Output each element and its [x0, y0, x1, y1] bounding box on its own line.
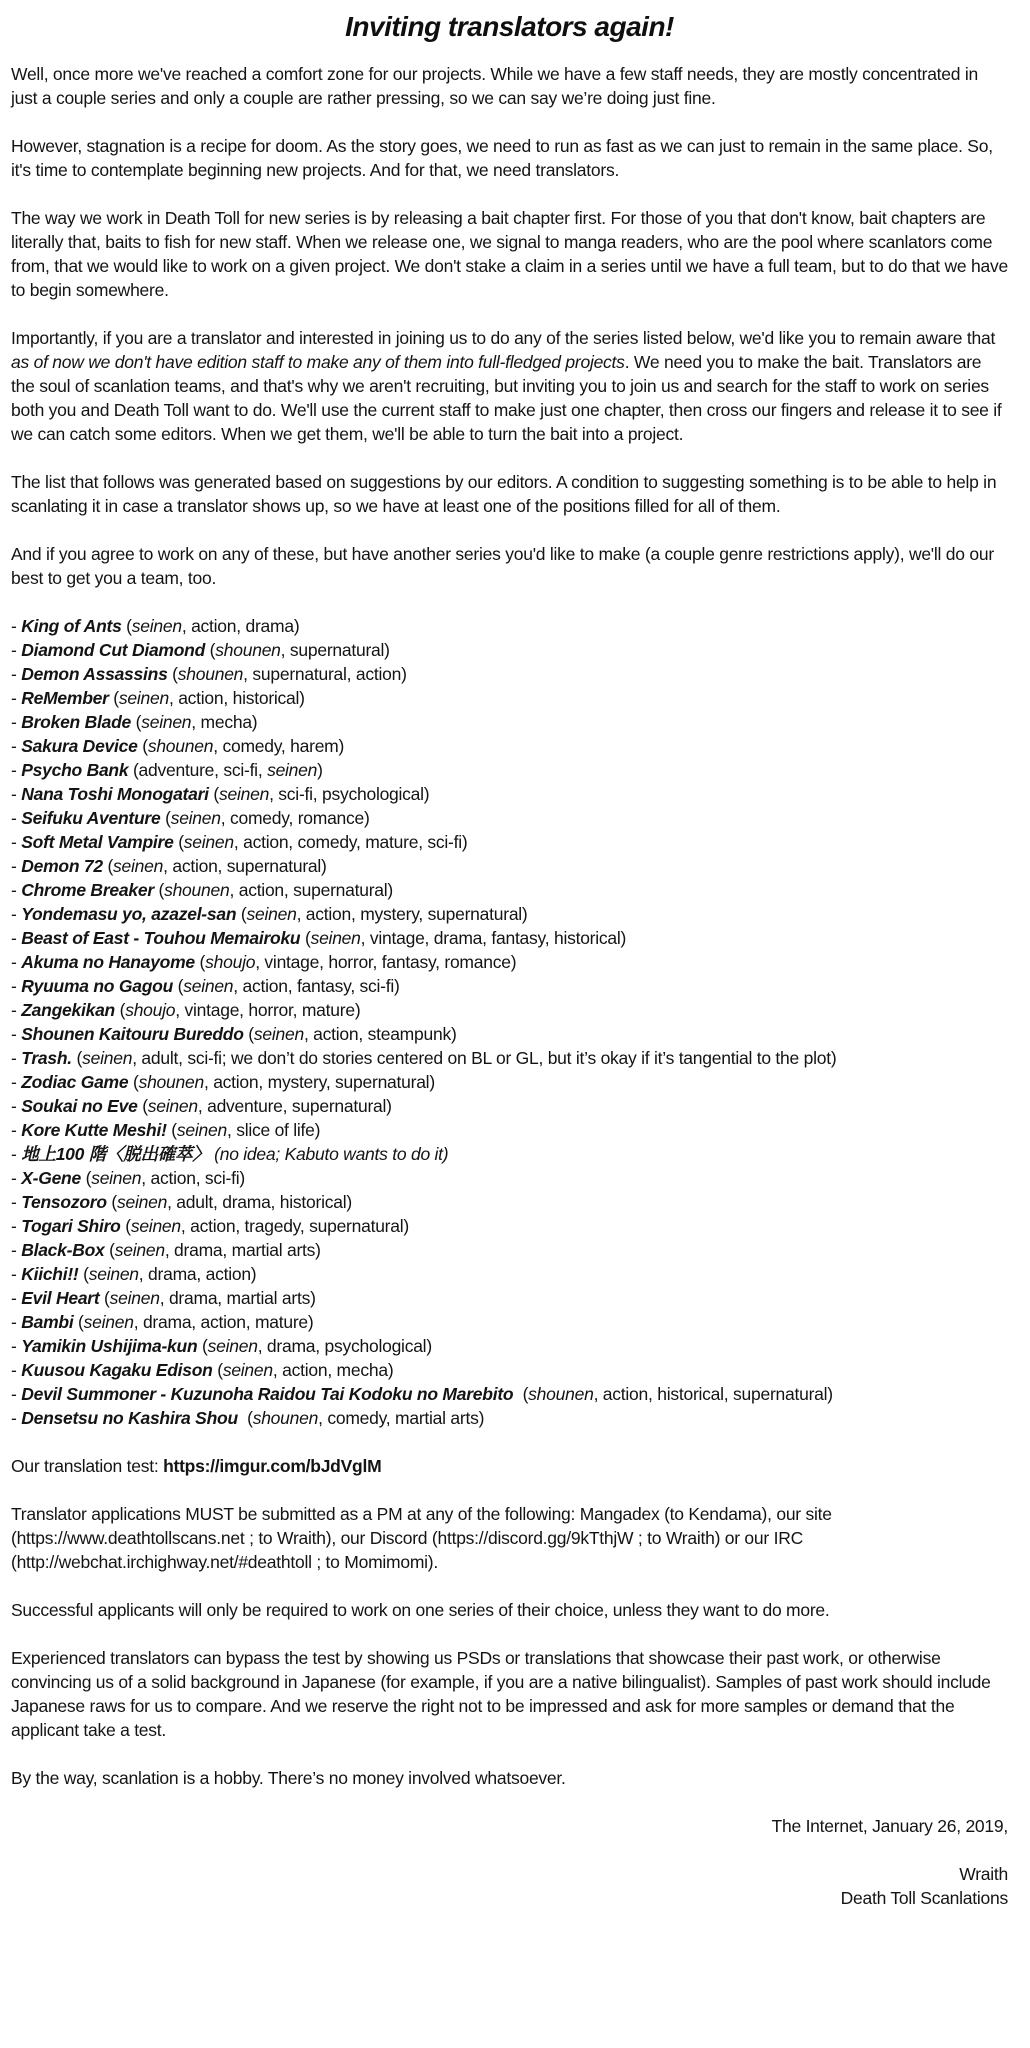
text-run: seinen: [83, 1312, 134, 1332]
text-run: Soft Metal Vampire: [21, 832, 174, 852]
text-run: Kiichi!!: [21, 1264, 79, 1284]
text-run: shounen: [252, 1408, 319, 1428]
text-run: shounen: [138, 1072, 204, 1092]
text-run: The list that follows was generated based on suggestions by our editors. A condition to suggesting something is to be able to help in scanlating it in case a translator shows up, so we have at least one of the positions filled for all of them.: [11, 472, 1001, 516]
text-run: , comedy, martial arts): [318, 1408, 485, 1428]
series-list-item: [11, 1286, 1008, 1310]
text-run: (: [236, 904, 247, 924]
text-run: King of Ants: [21, 616, 122, 636]
series-list-item: [11, 1190, 1008, 1214]
text-run: seinen: [118, 688, 169, 708]
text-run: seinen: [170, 808, 221, 828]
series-list-item: [11, 734, 1008, 758]
text-run: -: [11, 1384, 22, 1404]
text-run: seinen: [222, 1360, 273, 1380]
text-run: , action, mecha): [272, 1360, 394, 1380]
text-run: Sakura Device: [21, 736, 138, 756]
text-run: -: [11, 808, 22, 828]
paragraph: [11, 1646, 1008, 1742]
text-run: (: [102, 856, 114, 876]
paragraph: [11, 1598, 1008, 1622]
text-run: (no idea; Kabuto wants to do it): [214, 1144, 449, 1164]
text-run: And if you agree to work on any of these, but have another series you'd like to make (a couple genre restrictions apply), we'll do our best to get you a team, too.: [11, 544, 999, 588]
text-run: seinen: [207, 1336, 258, 1356]
text-run: -: [11, 712, 22, 732]
text-run: seinen: [109, 1288, 160, 1308]
text-run: Yamikin Ushijima-kun: [21, 1336, 198, 1356]
text-run: Diamond Cut Diamond: [21, 640, 206, 660]
series-list-item: [11, 854, 1008, 878]
text-run: (: [104, 1240, 115, 1260]
series-list-item: [11, 974, 1008, 998]
text-run: Chrome Breaker: [21, 880, 154, 900]
text-run: seinen: [82, 1048, 133, 1068]
text-run: , action, supernatural): [229, 880, 393, 900]
series-list-item: [11, 1358, 1008, 1382]
text-run: Successful applicants will only be required to work on one series of their choice, unless they want to do more.: [11, 1600, 830, 1620]
text-run: Kore Kutte Meshi!: [21, 1120, 167, 1140]
text-run: Well, once more we've reached a comfort zone for our projects. While we have a few staff needs, they are mostly concentrated in just a couple series and only a couple are rather pressing, so we can say we’re doing just fine.: [11, 64, 983, 108]
series-list-item: [11, 1142, 1008, 1166]
text-run: Psycho Bank: [21, 760, 129, 780]
text-run: seinen: [88, 1264, 139, 1284]
text-run: seinen: [141, 712, 192, 732]
series-list-item: [11, 1382, 1008, 1406]
text-run: , action, historical, supernatural): [593, 1384, 833, 1404]
text-run: -: [11, 1024, 22, 1044]
series-list-item: [11, 638, 1008, 662]
text-run: , action, mystery, supernatural): [203, 1072, 435, 1092]
series-list-item: [11, 662, 1008, 686]
text-run: , slice of life): [226, 1120, 321, 1140]
series-list-item: [11, 614, 1008, 638]
text-run: -: [11, 1336, 22, 1356]
paragraph: [11, 206, 1013, 302]
text-run: seinen: [246, 904, 297, 924]
series-list-item: [11, 1310, 1008, 1334]
text-run: (: [137, 736, 148, 756]
text-run: (: [160, 808, 171, 828]
text-run: shoujo: [205, 952, 256, 972]
text-run: X-Gene: [21, 1168, 81, 1188]
text-run: shounen: [164, 880, 230, 900]
text-run: seinen: [183, 976, 234, 996]
text-run: However, stagnation is a recipe for doom. As the story goes, we need to run as fast as we can just to remain in the same place. So, it's time to contemplate beginning new projects. And for that, we need translators.: [11, 136, 998, 180]
text-run: (: [121, 616, 132, 636]
text-run: , action, supernatural): [163, 856, 327, 876]
series-list-item: [11, 758, 1008, 782]
text-run: Yondemasu yo, azazel-san: [21, 904, 237, 924]
text-run: , drama, action, mature): [133, 1312, 314, 1332]
text-run: shounen: [215, 640, 281, 660]
text-run: Black-Box: [21, 1240, 105, 1260]
text-run: -: [11, 1192, 22, 1212]
series-list-item: [11, 926, 1008, 950]
text-run: seinen: [176, 1120, 227, 1140]
text-run: , action, steampunk): [303, 1024, 457, 1044]
series-list-item: [11, 1334, 1008, 1358]
series-list-item: [11, 1046, 1008, 1070]
text-run: (: [173, 832, 184, 852]
text-run: seinen: [310, 928, 361, 948]
text-run: (: [197, 1336, 208, 1356]
series-list-item: [11, 878, 1008, 902]
text-run: shounen: [147, 736, 214, 756]
text-run: seinen: [219, 784, 270, 804]
text-run: -: [11, 616, 22, 636]
text-run: Togari Shiro: [21, 1216, 121, 1236]
text-run: , sci-fi, psychological): [269, 784, 430, 804]
text-run: ): [317, 760, 323, 780]
text-run: Demon 72: [21, 856, 103, 876]
text-run: -: [11, 1312, 22, 1332]
text-run: , adult, drama, historical): [167, 1192, 352, 1212]
text-run: , action, drama): [181, 616, 300, 636]
text-run: Experienced translators can bypass the test by showing us PSDs or translations that showcase their past work, or otherwise convincing us of a solid background in Japanese (for example, if you are a native bilingualist). Samples of past work should include Japanese raws for us to compare. And we reserve the right not to be impressed and ask for more samples or demand that the applicant take a test.: [11, 1648, 996, 1740]
signature-author: Wraith: [959, 1864, 1008, 1884]
text-run: Zangekikan: [21, 1000, 115, 1020]
text-run: (: [166, 1120, 177, 1140]
text-run: -: [11, 640, 22, 660]
text-run: (: [243, 1024, 254, 1044]
text-run: (: [167, 664, 178, 684]
text-run: (: [237, 1408, 253, 1428]
text-run: Trash.: [21, 1048, 72, 1068]
text-run: Beast of East - Touhou Memairoku: [21, 928, 301, 948]
text-run: , action, fantasy, sci-fi): [233, 976, 400, 996]
series-list-item: [11, 806, 1008, 830]
text-run: (: [212, 1360, 223, 1380]
text-run: seinen: [113, 856, 164, 876]
text-run: -: [11, 1360, 22, 1380]
text-run: Demon Assassins: [21, 664, 168, 684]
text-run: Devil Summoner - Kuzunoha Raidou Tai Kodoku no Marebito: [21, 1384, 514, 1404]
text-run: Importantly, if you are a translator and interested in joining us to do any of the series listed below, we'd like you to remain aware that: [11, 328, 1000, 348]
text-run: shoujo: [125, 1000, 176, 1020]
text-run: (: [513, 1384, 529, 1404]
series-list-item: [11, 710, 1008, 734]
text-run: -: [11, 1264, 22, 1284]
series-list-item: [11, 902, 1008, 926]
text-run: -: [11, 1288, 22, 1308]
text-run: seinen: [147, 1096, 198, 1116]
text-run: , vintage, drama, fantasy, historical): [360, 928, 627, 948]
text-run: -: [11, 664, 22, 684]
text-run: -: [11, 1240, 22, 1260]
text-run: (: [131, 712, 142, 732]
text-run: , action, historical): [168, 688, 305, 708]
series-list-item: [11, 830, 1008, 854]
paragraph: [11, 326, 1008, 446]
text-run: shounen: [177, 664, 244, 684]
text-run: , action, sci-fi): [141, 1168, 245, 1188]
series-list-item: [11, 1070, 1008, 1094]
series-list: [11, 614, 1008, 1430]
series-list-item: [11, 1166, 1008, 1190]
text-run: -: [11, 784, 22, 804]
text-run: , supernatural, action): [243, 664, 407, 684]
text-run: seinen: [116, 1192, 168, 1212]
text-run: -: [11, 1048, 22, 1068]
text-run: , action, mystery, supernatural): [296, 904, 528, 924]
text-run: (: [194, 952, 206, 972]
text-run: (: [108, 688, 119, 708]
text-run: (: [205, 640, 216, 660]
series-list-item: [11, 1022, 1008, 1046]
paragraph: [11, 62, 1008, 110]
series-list-item: [11, 686, 1008, 710]
signature-group: Death Toll Scanlations: [840, 1888, 1008, 1908]
signature-block: [11, 1814, 1008, 1910]
series-list-item: [11, 1118, 1008, 1142]
text-run: (: [73, 1312, 84, 1332]
text-run: (: [106, 1192, 117, 1212]
page-title: Inviting translators again!: [345, 11, 674, 42]
text-run: (: [120, 1216, 131, 1236]
text-run: (: [128, 1072, 139, 1092]
text-run: , vintage, horror, fantasy, romance): [255, 952, 517, 972]
paragraph: [11, 1454, 1008, 1478]
paragraph: [11, 1766, 1008, 1790]
text-run: -: [11, 928, 22, 948]
text-run: seinen: [91, 1168, 142, 1188]
text-run: The way we work in Death Toll for new series is by releasing a bait chapter first. For those of you that don't know, bait chapters are literally that, baits to fish for new staff. When we release one, we signal to manga readers, who are the pool where scanlators come from, that we would like to work on a given project. We don't stake a claim in a series until we have a full team, but to do that we have to begin somewhere.: [11, 208, 1013, 300]
text-run: 地上100 階〈脱出確萃〉: [21, 1144, 210, 1164]
text-run: ReMember: [21, 688, 109, 708]
text-run: , vintage, horror, mature): [175, 1000, 361, 1020]
text-run: -: [11, 856, 22, 876]
series-list-item: [11, 1238, 1008, 1262]
text-run: -: [11, 1168, 22, 1188]
series-list-item: [11, 1094, 1008, 1118]
paragraph: [11, 134, 1008, 182]
signature-date: The Internet, January 26, 2019,: [771, 1816, 1008, 1836]
text-run: (: [78, 1264, 89, 1284]
text-run: seinen: [267, 760, 318, 780]
series-list-item: [11, 950, 1008, 974]
text-run: seinen: [131, 616, 182, 636]
text-run: , adventure, supernatural): [197, 1096, 392, 1116]
text-run: (adventure, sci-fi,: [128, 760, 268, 780]
text-run: , comedy, harem): [213, 736, 345, 756]
paragraph: [11, 470, 1008, 518]
text-run: -: [11, 976, 22, 996]
text-run: Ryuuma no Gagou: [21, 976, 174, 996]
text-run: Nana Toshi Monogatari: [21, 784, 209, 804]
text-run: -: [11, 736, 22, 756]
text-run: -: [11, 688, 22, 708]
text-run: . We need you to make the bait. Translators are the soul of scanlation teams, and that's why we aren't recruiting, but inviting you to join us and search for the staff to work on series both you and Death Toll want to do. We'll use the current staff to make just one chapter, then cross our fingers and release it to see if we can catch some editors. When we get them, we'll be able to turn the bait into a project.: [11, 352, 1007, 444]
text-run: -: [11, 760, 22, 780]
text-run: seinen: [253, 1024, 304, 1044]
text-run: , drama, action): [138, 1264, 257, 1284]
text-run: -: [11, 904, 22, 924]
series-list-item: [11, 998, 1008, 1022]
text-run: -: [11, 1144, 22, 1164]
text-run: (: [115, 1000, 126, 1020]
text-run: (: [71, 1048, 83, 1068]
text-run: -: [11, 1000, 22, 1020]
text-run: Seifuku Aventure: [21, 808, 161, 828]
text-run: , drama, martial arts): [164, 1240, 321, 1260]
text-run: (: [153, 880, 165, 900]
text-run: (: [99, 1288, 110, 1308]
text-run: seinen: [130, 1216, 181, 1236]
text-run: (: [80, 1168, 92, 1188]
paragraph: [11, 542, 1008, 590]
text-run: Kuusou Kagaku Edison: [21, 1360, 213, 1380]
text-run: , comedy, romance): [220, 808, 370, 828]
text-run: Tensozoro: [21, 1192, 107, 1212]
text-run: , drama, martial arts): [159, 1288, 316, 1308]
text-run: (: [208, 784, 219, 804]
text-run: Densetsu no Kashira Shou: [21, 1408, 238, 1428]
translation-test-url: https://imgur.com/bJdVglM: [163, 1456, 382, 1476]
text-run: Akuma no Hanayome: [21, 952, 195, 972]
text-run: (: [137, 1096, 148, 1116]
text-run: , supernatural): [280, 640, 390, 660]
series-list-item: [11, 782, 1008, 806]
series-list-item: [11, 1406, 1008, 1430]
text-run: seinen: [183, 832, 234, 852]
series-list-item: [11, 1262, 1008, 1286]
text-run: -: [11, 1216, 22, 1236]
text-run: , adult, sci-fi; we don’t do stories centered on BL or GL, but it’s okay if it’s tangential to the plot): [132, 1048, 837, 1068]
text-run: -: [11, 1120, 22, 1140]
text-run: -: [11, 1072, 22, 1092]
text-run: shounen: [528, 1384, 594, 1404]
intro-paragraphs: [11, 62, 1013, 590]
text-run: seinen: [114, 1240, 165, 1260]
text-run: By the way, scanlation is a hobby. There’s no money involved whatsoever.: [11, 1768, 566, 1788]
series-list-item: [11, 1214, 1008, 1238]
text-run: -: [11, 1096, 22, 1116]
text-run: Evil Heart: [21, 1288, 100, 1308]
text-run: , mecha): [191, 712, 258, 732]
paragraph: [11, 1502, 1008, 1574]
text-run: , action, comedy, mature, sci-fi): [233, 832, 468, 852]
text-run: -: [11, 952, 22, 972]
text-run: Our translation test:: [11, 1456, 164, 1476]
text-run: Shounen Kaitouru Bureddo: [21, 1024, 244, 1044]
text-run: , drama, psychological): [257, 1336, 432, 1356]
text-run: (: [173, 976, 184, 996]
text-run: Bambi: [21, 1312, 74, 1332]
text-run: -: [11, 1408, 22, 1428]
text-run: as of now we don't have edition staff to make any of them into full-fledged projects: [11, 352, 625, 372]
text-run: , action, tragedy, supernatural): [180, 1216, 409, 1236]
outro-paragraphs: [11, 1454, 1008, 1790]
text-run: -: [11, 880, 22, 900]
text-run: Zodiac Game: [21, 1072, 129, 1092]
text-run: Translator applications MUST be submitted as a PM at any of the following: Mangadex (to Kendama), our site (https://www.deathtollscans.net ; to Wraith), our Discord (https://discord.gg/9kTthjW ; to Wraith) or our IRC (http://webchat.irchighway.net/#deathtoll ; to Momimomi).: [11, 1504, 837, 1572]
text-run: (: [300, 928, 311, 948]
text-run: Soukai no Eve: [21, 1096, 138, 1116]
text-run: Broken Blade: [21, 712, 132, 732]
text-run: -: [11, 832, 22, 852]
